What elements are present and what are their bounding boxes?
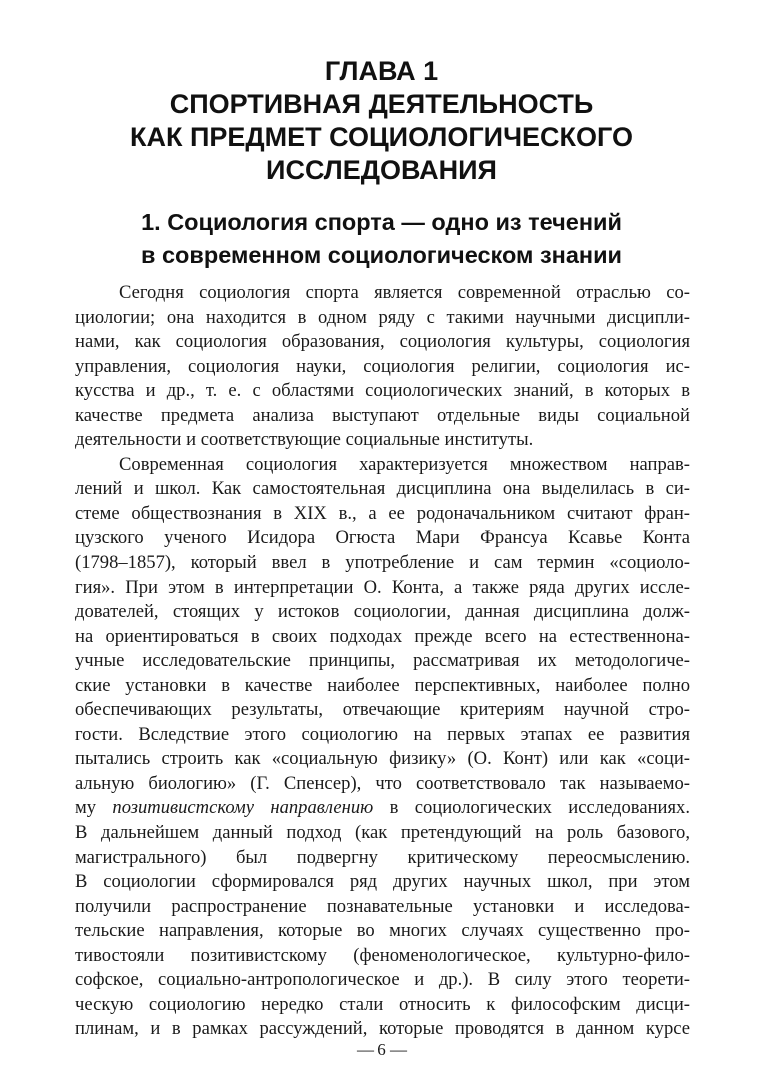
text-line: стеме обществознания в XIX в., а ее родоначальником считают фран-	[75, 502, 690, 524]
text-fragment: в социологических исследованиях.	[389, 797, 690, 819]
text-line-mixed	[75, 796, 690, 821]
chapter-title-line: ИССЛЕДОВАНИЯ	[266, 155, 497, 185]
text-line: софское, социально-антропологическое и др.). В силу этого теорети-	[75, 969, 690, 991]
text-line: нами, как социология образования, социология культуры, социология	[75, 331, 690, 353]
page-number-value: 6	[377, 1040, 386, 1059]
chapter-number: ГЛАВА 1	[324, 56, 439, 86]
page-number	[0, 1040, 763, 1060]
text-line: ские установки в качестве наиболее перспективных, наиболее полно	[75, 674, 690, 696]
text-line: деятельности и соответствующие социальные институты.	[75, 429, 534, 451]
page-number-dash: —	[357, 1040, 373, 1059]
body-text	[75, 281, 690, 1042]
text-line: лений и школ. Как самостоятельная дисциплина она выделилась в си-	[75, 478, 690, 500]
text-line: плинам, и в рамках рассуждений, которые проводятся в данном курсе	[75, 1018, 690, 1040]
text-line: тивостояли позитивистскому (феноменологическое, культурно-фило-	[75, 944, 690, 966]
section-title-line: в современном социологическом знании	[141, 242, 622, 268]
text-line: учные исследовательские принципы, рассматривая их методологиче-	[75, 650, 690, 672]
text-line: ческую социологию нередко стали относить к философским дисци-	[75, 993, 690, 1015]
text-line: качестве предмета анализа выступают отдельные виды социальной	[75, 404, 690, 426]
text-line: В социологии сформировался ряд других научных школ, при этом	[75, 871, 690, 893]
section-heading	[0, 206, 763, 272]
text-line: тельские направления, которые во многих случаях существенно про-	[75, 920, 690, 942]
text-line: цузского ученого Исидора Огюста Мари Франсуа Ксавье Конта	[75, 527, 690, 549]
text-line: Современная социология характеризуется множеством направ-	[119, 453, 690, 475]
text-line: магистрального) был подвергну критическому переосмыслению.	[75, 846, 690, 868]
paragraph-2	[75, 453, 690, 1042]
text-fragment: му	[75, 797, 97, 819]
text-line: (1798–1857), который ввел в употребление и сам термин «социоло-	[75, 552, 690, 574]
paragraph-1	[75, 281, 690, 453]
chapter-title-line: СПОРТИВНАЯ ДЕЯТЕЛЬНОСТЬ	[169, 89, 594, 119]
text-line: управления, социология науки, социология религии, социология ис-	[75, 355, 690, 377]
page-number-dash: —	[390, 1040, 406, 1059]
text-line: В дальнейшем данный подход (как претендующий на роль базового,	[75, 822, 690, 844]
text-line: обеспечивающих результаты, отвечающие критериям научной стро-	[75, 699, 690, 721]
text-line: дователей, стоящих у истоков социологии, данная дисциплина долж-	[75, 601, 690, 623]
text-line: на ориентироваться в своих подходах прежде всего на естественнона-	[75, 625, 690, 647]
text-line: пытались строить как «социальную физику» (О. Конт) или как «соци-	[75, 748, 690, 770]
text-line: получили распространение познавательные установки и исследова-	[75, 895, 690, 917]
text-line: циологии; она находится в одном ряду с такими научными дисципли-	[75, 306, 690, 328]
text-line: кусства и др., т. е. с областями социологических знаний, в которых в	[75, 380, 690, 402]
text-line: гия». При этом в интерпретации О. Конта, а также ряда других иссле-	[75, 576, 690, 598]
italic-term: позитивистскому направлению	[112, 797, 374, 819]
chapter-title-line: КАК ПРЕДМЕТ СОЦИОЛОГИЧЕСКОГО	[130, 122, 633, 152]
section-title-line: 1. Социология спорта — одно из течений	[141, 209, 622, 235]
text-line: альную биологию» (Г. Спенсер), что соответствовало так называемо-	[75, 772, 690, 794]
chapter-heading	[0, 55, 763, 187]
text-line: гости. Вследствие этого социологию на первых этапах ее развития	[75, 723, 690, 745]
text-line: Сегодня социология спорта является современной отраслью со-	[119, 282, 690, 303]
